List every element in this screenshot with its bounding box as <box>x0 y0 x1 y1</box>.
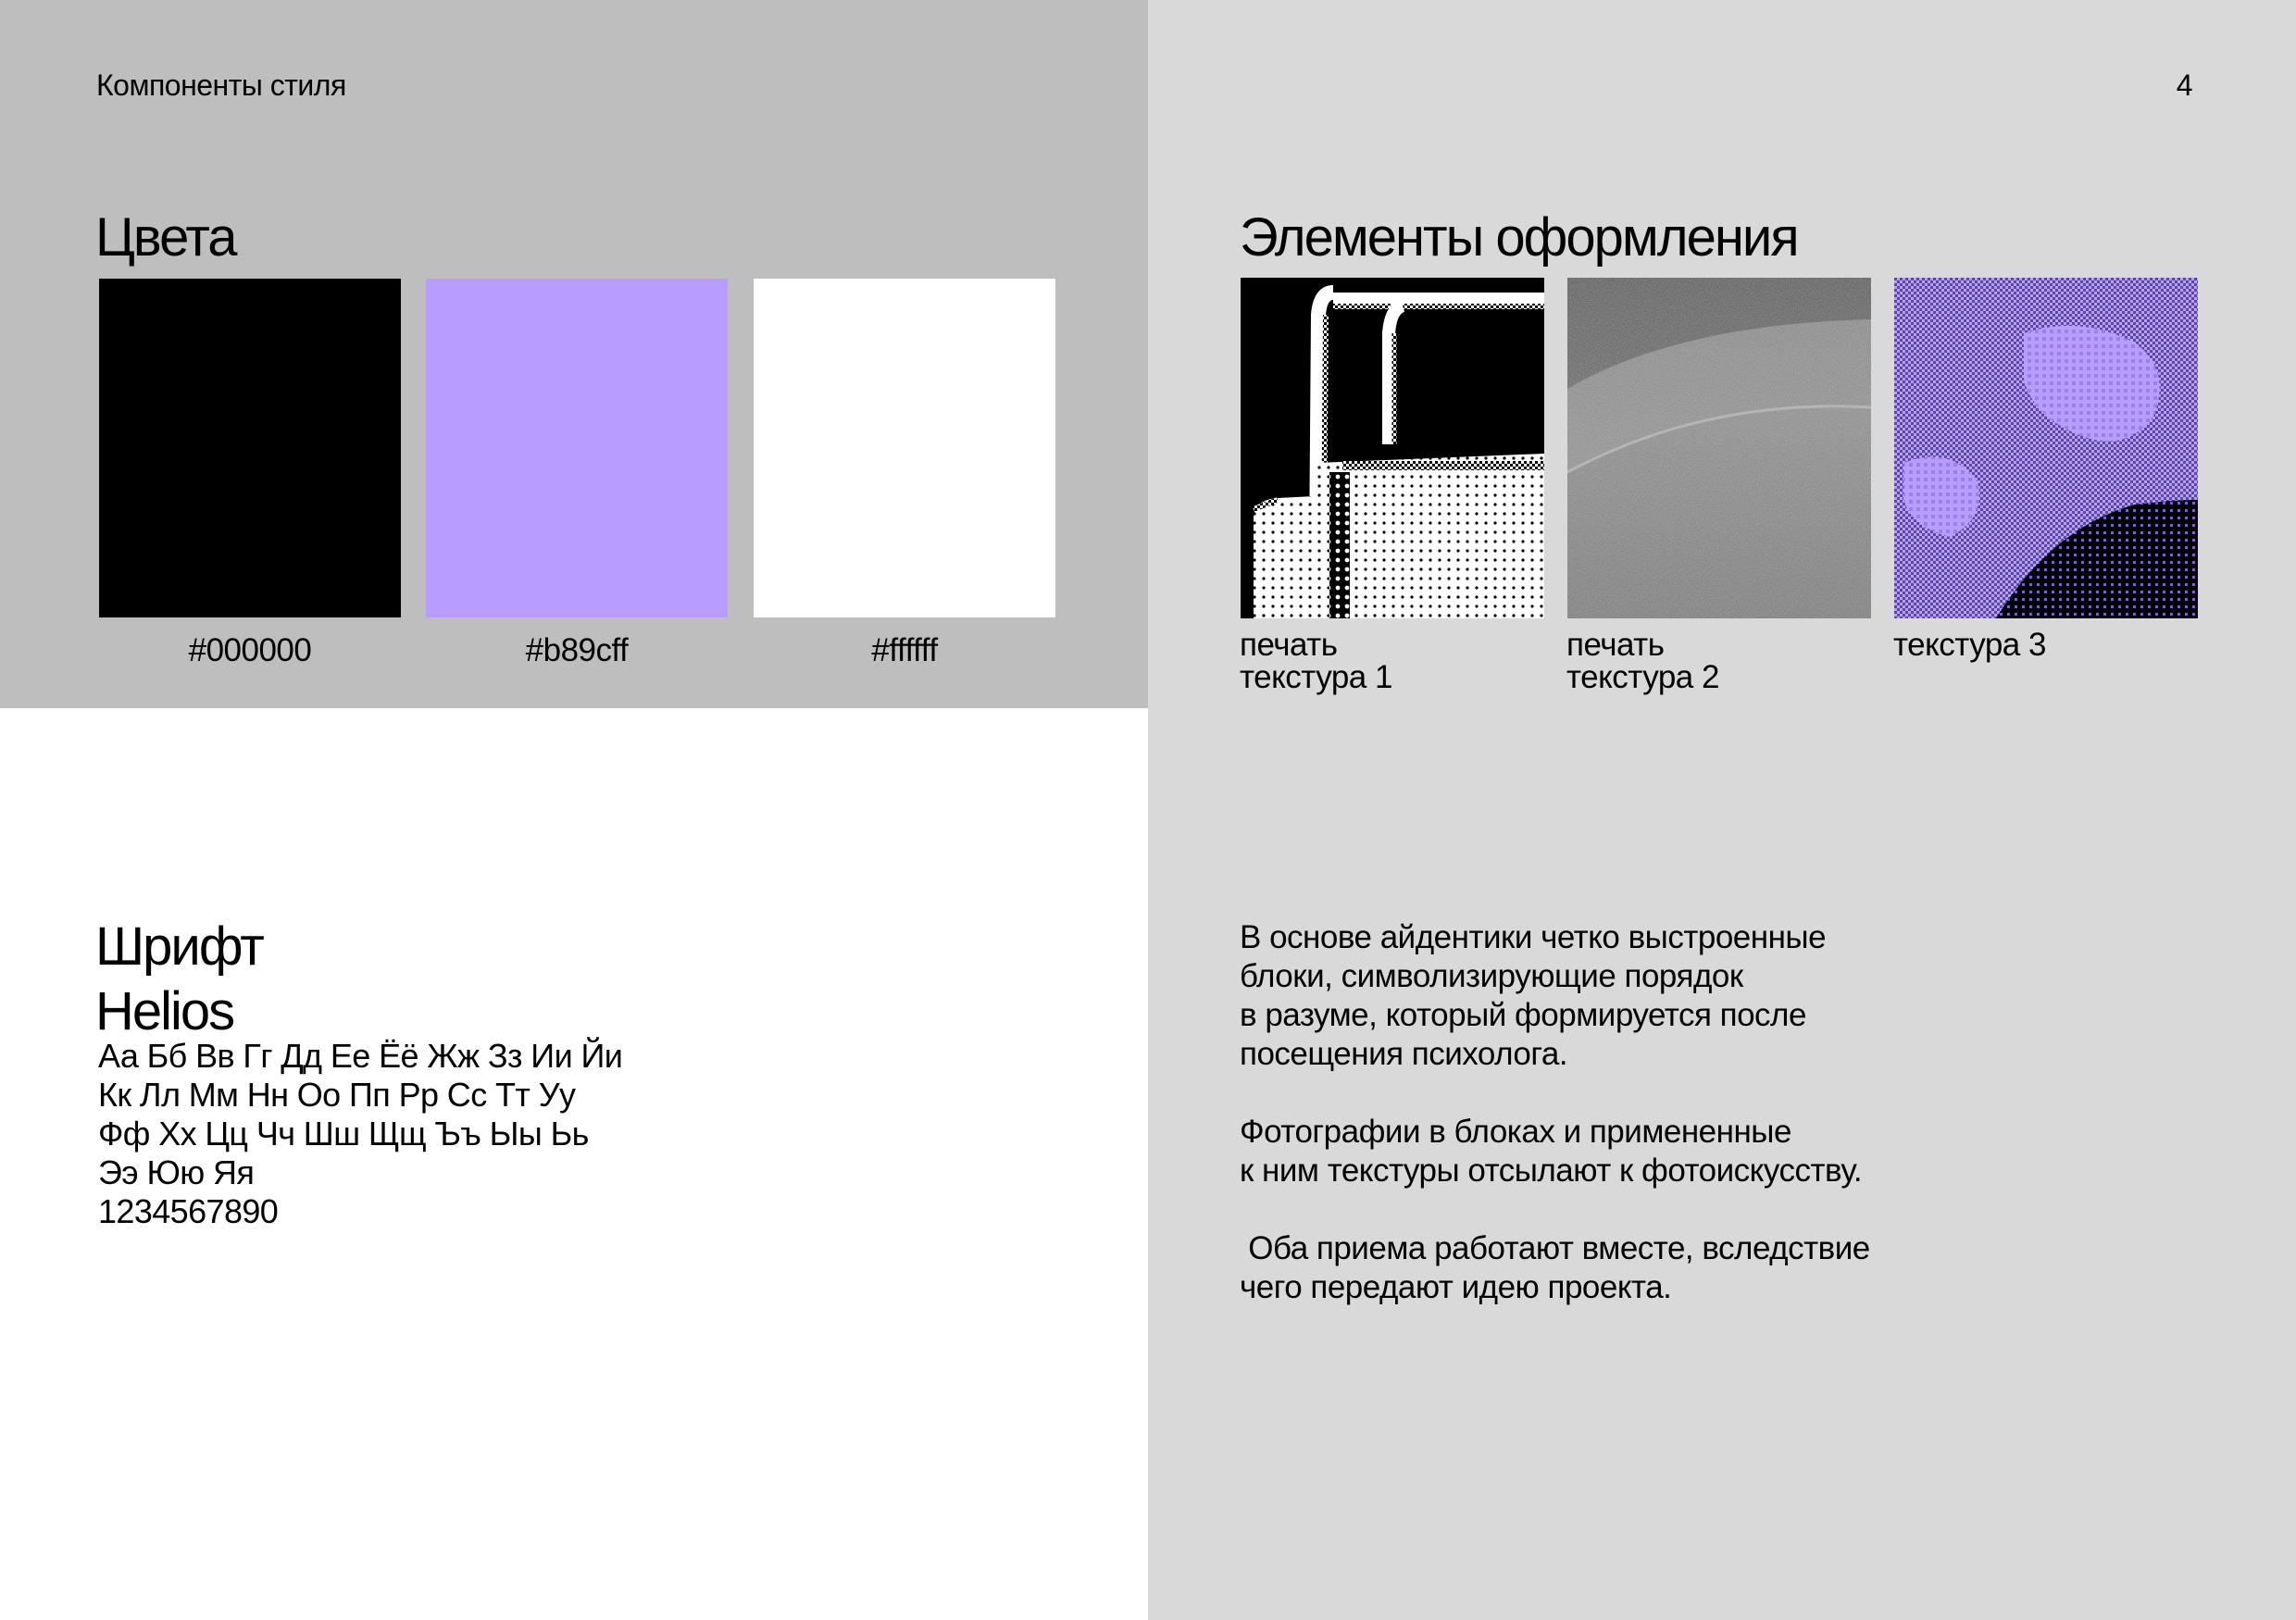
color-swatch-label: #000000 <box>188 632 312 668</box>
color-swatch-white <box>754 279 1055 617</box>
digits-line: 1234567890 <box>98 1192 279 1230</box>
description-line: к ним текстуры отсылают к фотоискусству. <box>1240 1153 1863 1189</box>
texture-caption-line: печать <box>1240 627 1338 663</box>
texture-caption-line: текстура 2 <box>1566 659 1719 695</box>
alphabet-specimen <box>98 1037 622 1231</box>
texture-caption <box>1566 629 1719 693</box>
violet-dither-icon <box>1894 278 2198 618</box>
texture-caption-line: печать <box>1566 627 1665 663</box>
texture-caption-line: текстура 3 <box>1893 627 2046 663</box>
font-title <box>95 915 263 1044</box>
texture-caption <box>1240 629 1392 693</box>
description-text <box>1240 918 1870 1346</box>
page-number: 4 <box>2176 69 2192 102</box>
halftone-chair-icon <box>1241 278 1544 618</box>
elements-heading: Элементы оформления <box>1240 207 1798 268</box>
colors-heading: Цвета <box>95 207 236 268</box>
alphabet-line: Ээ Юю Яя <box>98 1153 255 1191</box>
color-swatch-black <box>99 279 401 617</box>
description-paragraph <box>1240 918 1870 1074</box>
description-line: Фотографии в блоках и примененные <box>1240 1114 1791 1150</box>
alphabet-line: Кк Лл Мм Нн Оо Пп Рр Сс Тт Уу <box>98 1076 576 1114</box>
texture-caption-line: текстура 1 <box>1240 659 1392 695</box>
description-line: В основе айдентики четко выстроенные <box>1240 919 1827 955</box>
description-line: блоки, символизирующие порядок <box>1240 958 1743 994</box>
description-line: Оба приема работают вместе, вследствие <box>1240 1230 1870 1266</box>
color-swatch-violet <box>426 279 728 617</box>
description-paragraph <box>1240 1113 1870 1190</box>
color-swatch-label: #ffffff <box>871 632 938 668</box>
color-swatch-label: #b89cff <box>525 632 629 668</box>
alphabet-line: Фф Хх Цц Чч Шш Щщ Ъъ Ыы Ьь <box>98 1115 589 1153</box>
font-name: Helios <box>95 981 234 1041</box>
description-line: в разуме, который формируется после <box>1240 997 1806 1033</box>
texture-caption <box>1893 629 2046 661</box>
section-label: Компоненты стиля <box>96 69 346 102</box>
description-line: посещения психолога. <box>1240 1036 1568 1072</box>
grain-curve-icon <box>1567 278 1871 618</box>
font-heading: Шрифт <box>95 916 263 977</box>
description-line: чего передают идею проекта. <box>1240 1269 1672 1305</box>
description-paragraph <box>1240 1229 1870 1307</box>
alphabet-line: Аа Бб Вв Гг Дд Ее Ёё Жж Зз Ии Йи <box>98 1037 623 1075</box>
